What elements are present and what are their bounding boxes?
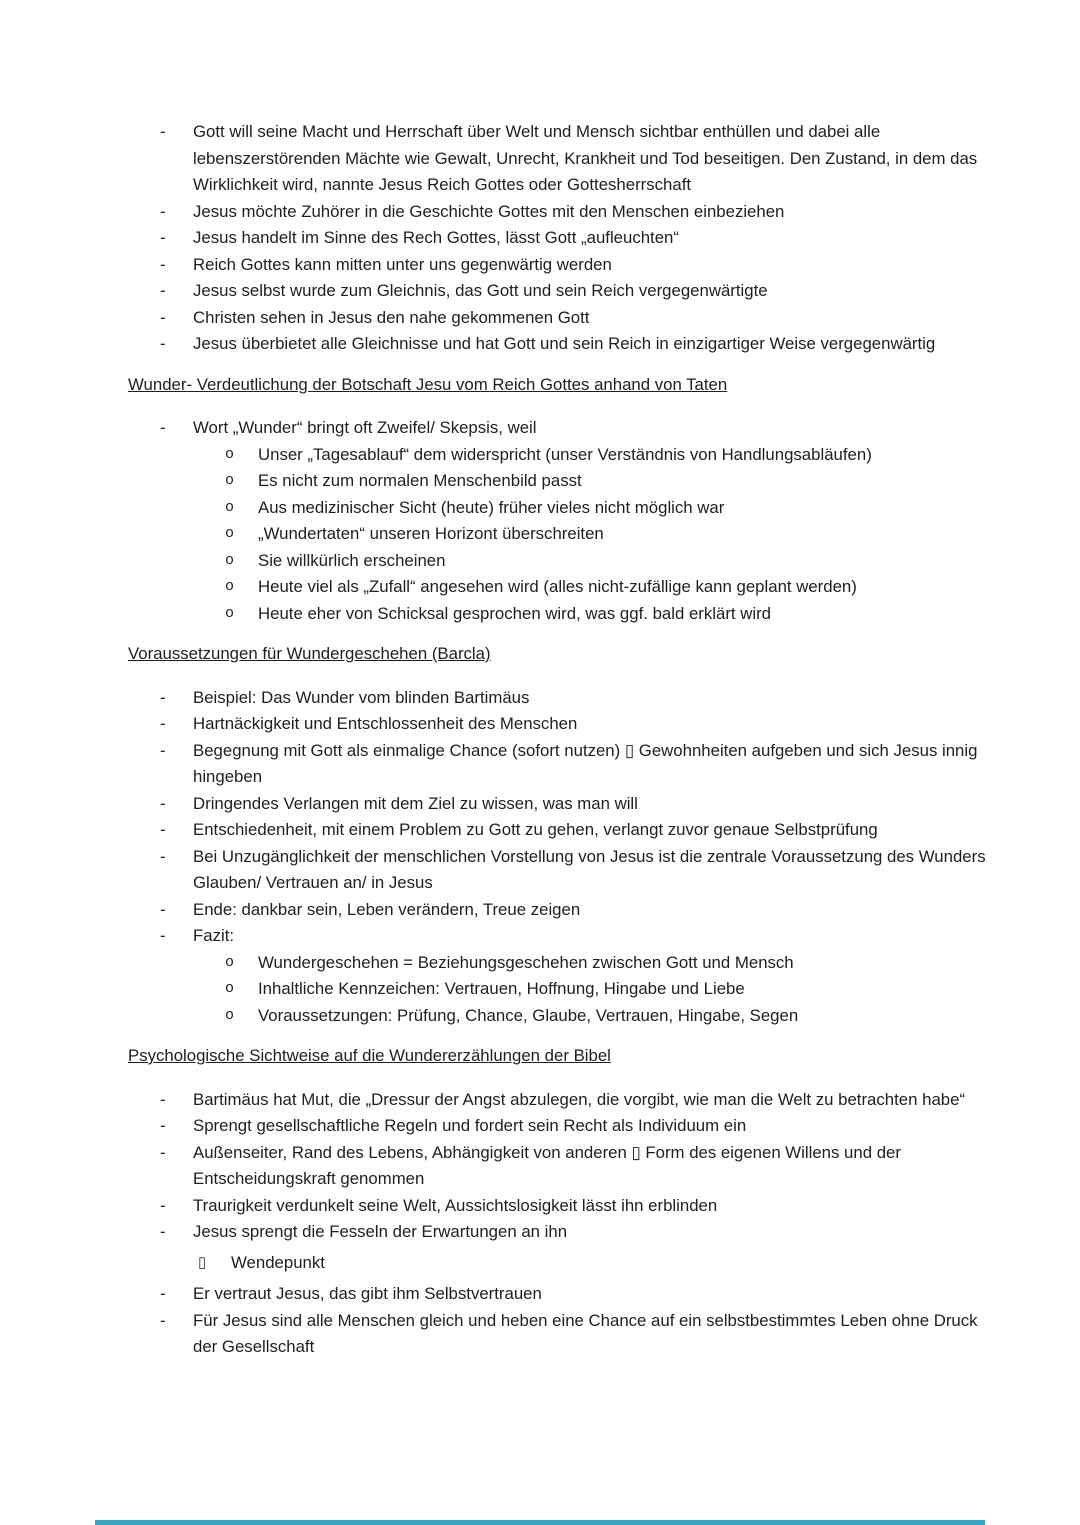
dash-bullet-icon: - xyxy=(160,1116,166,1135)
dash-bullet-icon: - xyxy=(160,418,166,437)
sub-bullet-text: Es nicht zum normalen Menschenbild passt xyxy=(258,471,582,490)
bullet-text: Wort „Wunder“ bringt oft Zweifel/ Skepsis, weil xyxy=(193,418,537,437)
bullet-item xyxy=(128,817,993,844)
heading-psychologie: Psychologische Sichtweise auf die Wundererzählungen der Bibel xyxy=(128,1046,611,1065)
sub-bullet-text: Voraussetzungen: Prüfung, Chance, Glaube, Vertrauen, Hingabe, Segen xyxy=(258,1005,799,1025)
dash-bullet-icon: - xyxy=(160,254,166,274)
bullet-text: Begegnung mit Gott als einmalige Chance (sofort nutzen) ▯ Gewohnheiten aufgeben und sich Jesus innig hingeben xyxy=(193,740,978,786)
bullet-text: Hartnäckigkeit und Entschlossenheit des Menschen xyxy=(193,714,578,733)
bullet-item xyxy=(128,225,993,252)
bullet-text: Er vertraut Jesus, das gibt ihm Selbstvertrauen xyxy=(193,1284,542,1303)
dash-bullet-icon: - xyxy=(160,899,166,919)
dash-bullet-icon: - xyxy=(160,793,166,813)
bullet-item xyxy=(128,1281,993,1308)
dash-bullet-icon: - xyxy=(160,334,166,353)
dash-bullet-icon: - xyxy=(160,1222,166,1241)
bullet-item xyxy=(128,1140,993,1193)
bullet-item xyxy=(128,711,993,738)
circle-bullet-icon: o xyxy=(225,953,235,971)
bullet-text: Christen sehen in Jesus den nahe gekommenen Gott xyxy=(193,307,590,327)
bullet-text: Beispiel: Das Wunder vom blinden Bartimäus xyxy=(193,687,530,707)
bullet-item xyxy=(128,685,993,712)
dash-bullet-icon: - xyxy=(160,1089,166,1109)
bullet-item xyxy=(128,1113,993,1140)
sub-bullet-text: Unser „Tagesablauf“ dem widerspricht (unser Verständnis von Handlungsabläufen) xyxy=(258,444,872,464)
circle-bullet-icon: o xyxy=(225,498,235,516)
sub-bullet-item xyxy=(128,950,993,977)
sub-bullet-item xyxy=(128,521,993,548)
sub-bullet-text: Heute eher von Schicksal gesprochen wird, was ggf. bald erklärt wird xyxy=(258,603,772,623)
wendepunkt-item xyxy=(128,1250,993,1277)
bullet-text: Jesus möchte Zuhörer in die Geschichte Gottes mit den Menschen einbeziehen xyxy=(193,201,785,221)
dash-bullet-icon: - xyxy=(160,1142,166,1162)
bullet-text: Dringendes Verlangen mit dem Ziel zu wissen, was man will xyxy=(193,793,638,813)
sub-bullet-item xyxy=(128,495,993,522)
bullet-item xyxy=(128,415,993,442)
circle-bullet-icon: o xyxy=(225,578,235,595)
dash-bullet-icon: - xyxy=(160,1195,166,1215)
sub-bullet-text: Wundergeschehen = Beziehungsgeschehen zwischen Gott und Mensch xyxy=(258,952,794,972)
sub-bullet-text: Sie willkürlich erscheinen xyxy=(258,550,446,570)
circle-bullet-icon: o xyxy=(225,551,235,569)
sub-bullet-text: Aus medizinischer Sicht (heute) früher vieles nicht möglich war xyxy=(258,497,725,517)
bullet-item xyxy=(128,791,993,818)
bullet-item xyxy=(128,923,993,950)
bullet-text: Reich Gottes kann mitten unter uns gegenwärtig werden xyxy=(193,254,612,274)
bullet-item xyxy=(128,278,993,305)
dash-bullet-icon: - xyxy=(160,1310,166,1330)
heading-voraussetzungen: Voraussetzungen für Wundergeschehen (Barcla) xyxy=(128,644,491,663)
dash-bullet-icon: - xyxy=(160,281,166,300)
bullet-text: Traurigkeit verdunkelt seine Welt, Aussichtslosigkeit lässt ihn erblinden xyxy=(193,1195,718,1215)
sub-bullet-item xyxy=(128,442,993,469)
bullet-text: Außenseiter, Rand des Lebens, Abhängigkeit von anderen ▯ Form des eigenen Willens und der Entscheidungskraft genommen xyxy=(193,1142,901,1188)
bullet-item xyxy=(128,119,993,199)
missing-glyph-box-icon: ▯ xyxy=(198,1253,207,1271)
bullet-item xyxy=(128,1193,993,1220)
bullet-item xyxy=(128,738,993,791)
bullet-item xyxy=(128,305,993,332)
bullet-item xyxy=(128,897,993,924)
dash-bullet-icon: - xyxy=(160,122,166,141)
dash-bullet-icon: - xyxy=(160,687,166,707)
bullet-item xyxy=(128,331,993,358)
dash-bullet-icon: - xyxy=(160,201,166,221)
dash-bullet-icon: - xyxy=(160,307,166,327)
bullet-item xyxy=(128,1308,993,1361)
bullet-item xyxy=(128,1087,993,1114)
sub-bullet-item xyxy=(128,976,993,1003)
dash-bullet-icon: - xyxy=(160,846,166,866)
dash-bullet-icon: - xyxy=(160,820,166,839)
bullet-text: Jesus selbst wurde zum Gleichnis, das Gott und sein Reich vergegenwärtigte xyxy=(193,281,768,300)
bullet-item xyxy=(128,252,993,279)
dash-bullet-icon: - xyxy=(160,1284,166,1303)
bullet-text: Für Jesus sind alle Menschen gleich und heben eine Chance auf ein selbstbestimmtes Leben ohne Druck der Gesellschaft xyxy=(193,1310,978,1356)
bottom-highlight-bar xyxy=(95,1520,985,1525)
circle-bullet-icon: o xyxy=(225,980,235,997)
sub-bullet-item xyxy=(128,601,993,628)
dash-bullet-icon: - xyxy=(160,740,166,760)
bullet-item xyxy=(128,1219,993,1246)
circle-bullet-icon: o xyxy=(225,445,235,463)
sub-bullet-item xyxy=(128,574,993,601)
circle-bullet-icon: o xyxy=(225,1006,235,1024)
bullet-item xyxy=(128,199,993,226)
bullet-text: Fazit: xyxy=(193,926,235,945)
sub-bullet-text: „Wundertaten“ unseren Horizont überschreiten xyxy=(258,524,604,543)
circle-bullet-icon: o xyxy=(225,525,235,542)
bullet-text: Jesus überbietet alle Gleichnisse und hat Gott und sein Reich in einzigartiger Weise vergegenwärtig xyxy=(193,334,936,353)
bullet-text: Bei Unzugänglichkeit der menschlichen Vorstellung von Jesus ist die zentrale Voraussetzung des Wunders Glauben/ Vertrauen an/ in Jesus xyxy=(193,846,986,892)
circle-bullet-icon: o xyxy=(225,604,235,622)
bullet-text: Jesus handelt im Sinne des Rech Gottes, lässt Gott „aufleuchten“ xyxy=(193,228,679,247)
sub-bullet-item xyxy=(128,468,993,495)
bullet-text: Entschiedenheit, mit einem Problem zu Gott zu gehen, verlangt zuvor genaue Selbstprüfung xyxy=(193,820,878,839)
bullet-text: Sprengt gesellschaftliche Regeln und fordert sein Recht als Individuum ein xyxy=(193,1116,747,1135)
bullet-text: Gott will seine Macht und Herrschaft über Welt und Mensch sichtbar enthüllen und dabei alle lebenszerstörenden Mächte wie Gewalt, Unrecht, Krankheit und Tod beseitigen. Den Zustand, in dem das Wirklichkeit wird, nannte Jesus Reich Gottes oder Gottesherrschaft xyxy=(193,122,978,194)
sub-bullet-item xyxy=(128,548,993,575)
dash-bullet-icon: - xyxy=(160,228,166,247)
sub-bullet-text: Inhaltliche Kennzeichen: Vertrauen, Hoffnung, Hingabe und Liebe xyxy=(258,979,745,998)
bullet-text: Bartimäus hat Mut, die „Dressur der Angst abzulegen, die vorgibt, wie man die Welt zu betrachten habe“ xyxy=(193,1089,966,1109)
sub-bullet-text: Heute viel als „Zufall“ angesehen wird (alles nicht-zufällige kann geplant werden) xyxy=(258,577,857,596)
bullet-text: Ende: dankbar sein, Leben verändern, Treue zeigen xyxy=(193,899,581,919)
circle-bullet-icon: o xyxy=(225,472,235,489)
bullet-item xyxy=(128,844,993,897)
dash-bullet-icon: - xyxy=(160,926,166,945)
heading-wunder: Wunder- Verdeutlichung der Botschaft Jesu vom Reich Gottes anhand von Taten xyxy=(128,374,728,394)
bullet-text: Jesus sprengt die Fesseln der Erwartungen an ihn xyxy=(193,1222,568,1241)
sub-bullet-item xyxy=(128,1003,993,1030)
wendepunkt-text: Wendepunkt xyxy=(231,1252,325,1272)
dash-bullet-icon: - xyxy=(160,714,166,733)
